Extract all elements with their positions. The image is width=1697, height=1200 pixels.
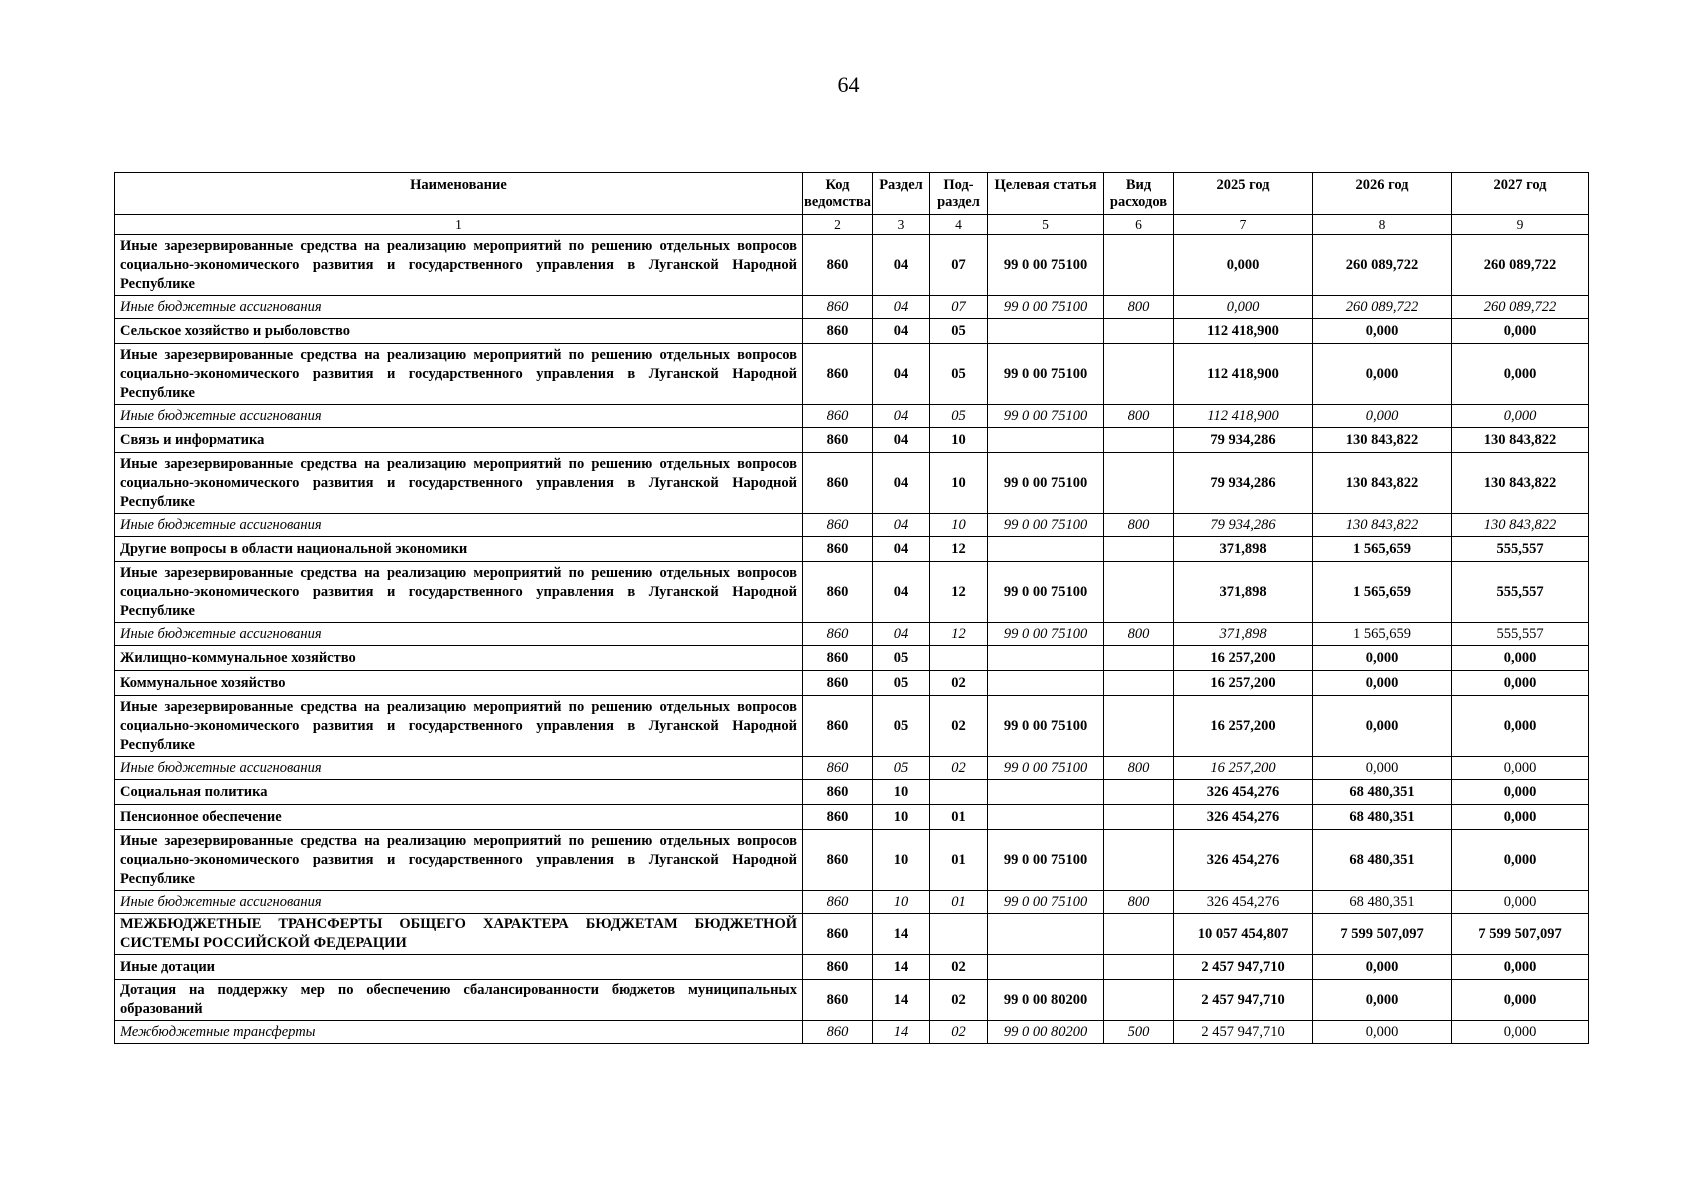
row-dept-code: 860 <box>803 757 873 780</box>
row-name: Иные бюджетные ассигнования <box>115 757 803 780</box>
table-row <box>115 696 1589 757</box>
row-expense-type <box>1104 980 1174 1021</box>
row-subsection <box>930 780 988 805</box>
row-name: Иные зарезервированные средства на реализацию мероприятий по решению отдельных вопросов социально-экономического развития и государственного управления в Луганской Народной Республике <box>115 235 803 296</box>
row-name: Коммунальное хозяйство <box>115 671 803 696</box>
row-section: 04 <box>873 623 930 646</box>
table-body <box>115 235 1589 1044</box>
row-expense-type <box>1104 646 1174 671</box>
row-name: Иные зарезервированные средства на реализацию мероприятий по решению отдельных вопросов социально-экономического развития и государственного управления в Луганской Народной Республике <box>115 562 803 623</box>
row-target-article: 99 0 00 75100 <box>988 296 1104 319</box>
row-subsection: 10 <box>930 514 988 537</box>
row-section: 04 <box>873 296 930 319</box>
row-amount-2026: 0,000 <box>1313 344 1452 405</box>
column-number: 2 <box>803 215 873 235</box>
row-target-article: 99 0 00 75100 <box>988 453 1104 514</box>
table-row <box>115 428 1589 453</box>
row-amount-2025: 326 454,276 <box>1174 891 1313 914</box>
row-subsection: 10 <box>930 453 988 514</box>
row-name: Сельское хозяйство и рыболовство <box>115 319 803 344</box>
row-expense-type: 800 <box>1104 296 1174 319</box>
row-amount-2027: 0,000 <box>1452 830 1589 891</box>
row-dept-code: 860 <box>803 830 873 891</box>
row-expense-type <box>1104 671 1174 696</box>
row-expense-type <box>1104 453 1174 514</box>
row-amount-2026: 0,000 <box>1313 671 1452 696</box>
row-dept-code: 860 <box>803 955 873 980</box>
row-dept-code: 860 <box>803 235 873 296</box>
row-section: 14 <box>873 980 930 1021</box>
header-row <box>115 173 1589 215</box>
row-name: Иные дотации <box>115 955 803 980</box>
row-dept-code: 860 <box>803 914 873 955</box>
row-amount-2026: 260 089,722 <box>1313 235 1452 296</box>
table-row <box>115 891 1589 914</box>
row-expense-type: 800 <box>1104 891 1174 914</box>
table-row <box>115 453 1589 514</box>
row-dept-code: 860 <box>803 514 873 537</box>
row-name: Пенсионное обеспечение <box>115 805 803 830</box>
header-expense-type <box>1104 173 1174 215</box>
row-amount-2026: 130 843,822 <box>1313 514 1452 537</box>
row-expense-type: 800 <box>1104 405 1174 428</box>
row-name: Другие вопросы в области национальной экономики <box>115 537 803 562</box>
row-amount-2026: 0,000 <box>1313 757 1452 780</box>
row-target-article <box>988 805 1104 830</box>
table-row <box>115 296 1589 319</box>
row-dept-code: 860 <box>803 1021 873 1044</box>
row-subsection: 02 <box>930 671 988 696</box>
row-section: 14 <box>873 914 930 955</box>
row-amount-2026: 0,000 <box>1313 696 1452 757</box>
table-row <box>115 980 1589 1021</box>
row-subsection: 02 <box>930 980 988 1021</box>
row-name: Иные зарезервированные средства на реализацию мероприятий по решению отдельных вопросов социально-экономического развития и государственного управления в Луганской Народной Республике <box>115 344 803 405</box>
row-amount-2026: 0,000 <box>1313 955 1452 980</box>
row-dept-code: 860 <box>803 780 873 805</box>
row-amount-2025: 79 934,286 <box>1174 453 1313 514</box>
row-expense-type <box>1104 428 1174 453</box>
row-amount-2026: 260 089,722 <box>1313 296 1452 319</box>
row-amount-2027: 555,557 <box>1452 623 1589 646</box>
row-section: 05 <box>873 671 930 696</box>
table-row <box>115 805 1589 830</box>
row-section: 04 <box>873 344 930 405</box>
row-subsection: 02 <box>930 757 988 780</box>
table-row <box>115 537 1589 562</box>
table-row <box>115 757 1589 780</box>
row-amount-2026: 0,000 <box>1313 646 1452 671</box>
row-name: Иные бюджетные ассигнования <box>115 296 803 319</box>
row-dept-code: 860 <box>803 696 873 757</box>
row-dept-code: 860 <box>803 428 873 453</box>
row-section: 05 <box>873 757 930 780</box>
header-dept-code-text: Код ведомства <box>804 177 871 210</box>
row-name: Иные бюджетные ассигнования <box>115 623 803 646</box>
row-name: МЕЖБЮДЖЕТНЫЕ ТРАНСФЕРТЫ ОБЩЕГО ХАРАКТЕРА БЮДЖЕТАМ БЮДЖЕТНОЙ СИСТЕМЫ РОССИЙСКОЙ ФЕДЕРАЦИИ <box>115 914 803 955</box>
row-target-article: 99 0 00 75100 <box>988 623 1104 646</box>
table-row <box>115 914 1589 955</box>
row-expense-type: 800 <box>1104 623 1174 646</box>
row-name: Жилищно-коммунальное хозяйство <box>115 646 803 671</box>
row-expense-type <box>1104 830 1174 891</box>
row-amount-2025: 10 057 454,807 <box>1174 914 1313 955</box>
row-subsection: 01 <box>930 891 988 914</box>
row-dept-code: 860 <box>803 344 873 405</box>
row-expense-type <box>1104 696 1174 757</box>
row-name: Иные бюджетные ассигнования <box>115 405 803 428</box>
table-row <box>115 514 1589 537</box>
row-target-article <box>988 537 1104 562</box>
row-amount-2027: 0,000 <box>1452 757 1589 780</box>
row-section: 05 <box>873 696 930 757</box>
row-amount-2026: 1 565,659 <box>1313 562 1452 623</box>
row-subsection: 02 <box>930 696 988 757</box>
row-amount-2027: 0,000 <box>1452 344 1589 405</box>
row-target-article: 99 0 00 80200 <box>988 1021 1104 1044</box>
column-number: 6 <box>1104 215 1174 235</box>
row-dept-code: 860 <box>803 319 873 344</box>
row-target-article: 99 0 00 75100 <box>988 344 1104 405</box>
row-amount-2026: 68 480,351 <box>1313 805 1452 830</box>
row-amount-2027: 260 089,722 <box>1452 296 1589 319</box>
row-amount-2026: 130 843,822 <box>1313 428 1452 453</box>
row-target-article <box>988 955 1104 980</box>
row-name: Иные зарезервированные средства на реализацию мероприятий по решению отдельных вопросов социально-экономического развития и государственного управления в Луганской Народной Республике <box>115 453 803 514</box>
column-number: 7 <box>1174 215 1313 235</box>
row-amount-2025: 2 457 947,710 <box>1174 980 1313 1021</box>
row-amount-2027: 555,557 <box>1452 562 1589 623</box>
column-number: 4 <box>930 215 988 235</box>
row-target-article: 99 0 00 75100 <box>988 405 1104 428</box>
row-expense-type: 800 <box>1104 514 1174 537</box>
row-dept-code: 860 <box>803 453 873 514</box>
row-dept-code: 860 <box>803 671 873 696</box>
page-number: 64 <box>837 72 860 97</box>
row-amount-2026: 0,000 <box>1313 405 1452 428</box>
row-target-article: 99 0 00 75100 <box>988 830 1104 891</box>
row-section: 04 <box>873 537 930 562</box>
table-row <box>115 344 1589 405</box>
row-target-article: 99 0 00 75100 <box>988 514 1104 537</box>
row-target-article <box>988 671 1104 696</box>
row-amount-2025: 2 457 947,710 <box>1174 955 1313 980</box>
row-amount-2027: 260 089,722 <box>1452 235 1589 296</box>
row-amount-2025: 112 418,900 <box>1174 319 1313 344</box>
column-number: 5 <box>988 215 1104 235</box>
row-amount-2025: 79 934,286 <box>1174 428 1313 453</box>
row-amount-2027: 130 843,822 <box>1452 453 1589 514</box>
row-amount-2025: 79 934,286 <box>1174 514 1313 537</box>
row-section: 04 <box>873 319 930 344</box>
row-name: Связь и информатика <box>115 428 803 453</box>
row-subsection: 02 <box>930 1021 988 1044</box>
row-section: 10 <box>873 780 930 805</box>
row-amount-2026: 0,000 <box>1313 980 1452 1021</box>
row-subsection: 07 <box>930 296 988 319</box>
row-expense-type <box>1104 537 1174 562</box>
row-amount-2027: 130 843,822 <box>1452 514 1589 537</box>
row-amount-2026: 68 480,351 <box>1313 830 1452 891</box>
row-amount-2027: 0,000 <box>1452 671 1589 696</box>
row-amount-2026: 130 843,822 <box>1313 453 1452 514</box>
row-amount-2025: 0,000 <box>1174 296 1313 319</box>
budget-table <box>114 172 1589 1044</box>
row-amount-2025: 371,898 <box>1174 623 1313 646</box>
row-amount-2025: 0,000 <box>1174 235 1313 296</box>
row-expense-type <box>1104 914 1174 955</box>
row-dept-code: 860 <box>803 623 873 646</box>
row-amount-2027: 0,000 <box>1452 696 1589 757</box>
row-expense-type <box>1104 805 1174 830</box>
row-section: 04 <box>873 514 930 537</box>
row-target-article: 99 0 00 75100 <box>988 891 1104 914</box>
row-expense-type: 800 <box>1104 757 1174 780</box>
header-target-article: Целевая статья <box>988 173 1104 215</box>
row-dept-code: 860 <box>803 646 873 671</box>
row-amount-2026: 68 480,351 <box>1313 780 1452 805</box>
row-target-article <box>988 914 1104 955</box>
row-amount-2026: 7 599 507,097 <box>1313 914 1452 955</box>
column-number: 3 <box>873 215 930 235</box>
row-amount-2025: 326 454,276 <box>1174 830 1313 891</box>
row-section: 14 <box>873 1021 930 1044</box>
row-section: 10 <box>873 805 930 830</box>
row-amount-2027: 0,000 <box>1452 1021 1589 1044</box>
row-expense-type <box>1104 344 1174 405</box>
row-amount-2025: 2 457 947,710 <box>1174 1021 1313 1044</box>
row-amount-2025: 326 454,276 <box>1174 805 1313 830</box>
row-subsection: 05 <box>930 344 988 405</box>
row-subsection: 12 <box>930 562 988 623</box>
row-amount-2027: 130 843,822 <box>1452 428 1589 453</box>
header-section: Раздел <box>873 173 930 215</box>
row-expense-type <box>1104 562 1174 623</box>
table-row <box>115 830 1589 891</box>
row-amount-2025: 16 257,200 <box>1174 757 1313 780</box>
row-expense-type <box>1104 319 1174 344</box>
row-amount-2027: 0,000 <box>1452 891 1589 914</box>
row-target-article <box>988 319 1104 344</box>
row-amount-2025: 112 418,900 <box>1174 344 1313 405</box>
row-dept-code: 860 <box>803 891 873 914</box>
row-subsection: 10 <box>930 428 988 453</box>
row-dept-code: 860 <box>803 405 873 428</box>
row-section: 14 <box>873 955 930 980</box>
header-2027: 2027 год <box>1452 173 1589 215</box>
row-section: 04 <box>873 562 930 623</box>
table-row <box>115 780 1589 805</box>
row-name: Иные бюджетные ассигнования <box>115 891 803 914</box>
row-amount-2025: 16 257,200 <box>1174 696 1313 757</box>
table-row <box>115 319 1589 344</box>
row-subsection: 07 <box>930 235 988 296</box>
row-dept-code: 860 <box>803 562 873 623</box>
row-amount-2025: 16 257,200 <box>1174 671 1313 696</box>
column-number: 8 <box>1313 215 1452 235</box>
table-row <box>115 562 1589 623</box>
header-2026: 2026 год <box>1313 173 1452 215</box>
row-amount-2027: 0,000 <box>1452 646 1589 671</box>
row-target-article: 99 0 00 75100 <box>988 235 1104 296</box>
row-target-article <box>988 780 1104 805</box>
row-dept-code: 860 <box>803 805 873 830</box>
row-section: 04 <box>873 453 930 514</box>
row-amount-2027: 0,000 <box>1452 780 1589 805</box>
row-target-article <box>988 428 1104 453</box>
row-subsection: 12 <box>930 537 988 562</box>
header-expense-type-text: Вид расходов <box>1109 177 1168 210</box>
row-amount-2025: 326 454,276 <box>1174 780 1313 805</box>
row-subsection: 01 <box>930 805 988 830</box>
table-row <box>115 1021 1589 1044</box>
column-number: 1 <box>115 215 803 235</box>
row-amount-2027: 555,557 <box>1452 537 1589 562</box>
row-amount-2027: 0,000 <box>1452 319 1589 344</box>
header-dept-code <box>803 173 873 215</box>
row-amount-2026: 0,000 <box>1313 1021 1452 1044</box>
row-subsection <box>930 646 988 671</box>
row-target-article: 99 0 00 75100 <box>988 696 1104 757</box>
row-name: Иные зарезервированные средства на реализацию мероприятий по решению отдельных вопросов социально-экономического развития и государственного управления в Луганской Народной Республике <box>115 830 803 891</box>
row-amount-2025: 371,898 <box>1174 537 1313 562</box>
row-amount-2026: 1 565,659 <box>1313 537 1452 562</box>
table-row <box>115 646 1589 671</box>
row-subsection: 12 <box>930 623 988 646</box>
row-target-article: 99 0 00 75100 <box>988 757 1104 780</box>
table-row <box>115 955 1589 980</box>
row-dept-code: 860 <box>803 537 873 562</box>
row-amount-2026: 68 480,351 <box>1313 891 1452 914</box>
row-section: 05 <box>873 646 930 671</box>
row-name: Межбюджетные трансферты <box>115 1021 803 1044</box>
row-expense-type <box>1104 235 1174 296</box>
header-2025: 2025 год <box>1174 173 1313 215</box>
row-amount-2025: 371,898 <box>1174 562 1313 623</box>
row-section: 10 <box>873 891 930 914</box>
table-row <box>115 405 1589 428</box>
row-amount-2027: 0,000 <box>1452 805 1589 830</box>
column-number-row <box>115 215 1589 235</box>
row-subsection <box>930 914 988 955</box>
row-amount-2027: 0,000 <box>1452 405 1589 428</box>
row-name: Дотация на поддержку мер по обеспечению сбалансированности бюджетов муниципальных образований <box>115 980 803 1021</box>
row-amount-2027: 7 599 507,097 <box>1452 914 1589 955</box>
row-section: 10 <box>873 830 930 891</box>
row-section: 04 <box>873 405 930 428</box>
row-section: 04 <box>873 428 930 453</box>
row-target-article: 99 0 00 75100 <box>988 562 1104 623</box>
row-subsection: 01 <box>930 830 988 891</box>
row-expense-type <box>1104 955 1174 980</box>
row-dept-code: 860 <box>803 296 873 319</box>
row-subsection: 05 <box>930 405 988 428</box>
table-row <box>115 235 1589 296</box>
header-name: Наименование <box>115 173 803 215</box>
row-amount-2027: 0,000 <box>1452 980 1589 1021</box>
row-target-article: 99 0 00 80200 <box>988 980 1104 1021</box>
row-section: 04 <box>873 235 930 296</box>
header-subsection: Под-раздел <box>930 173 988 215</box>
row-amount-2025: 16 257,200 <box>1174 646 1313 671</box>
row-dept-code: 860 <box>803 980 873 1021</box>
row-expense-type <box>1104 780 1174 805</box>
row-subsection: 02 <box>930 955 988 980</box>
row-expense-type: 500 <box>1104 1021 1174 1044</box>
table-row <box>115 623 1589 646</box>
row-name: Социальная политика <box>115 780 803 805</box>
column-number: 9 <box>1452 215 1589 235</box>
row-amount-2026: 1 565,659 <box>1313 623 1452 646</box>
row-amount-2026: 0,000 <box>1313 319 1452 344</box>
row-amount-2025: 112 418,900 <box>1174 405 1313 428</box>
row-subsection: 05 <box>930 319 988 344</box>
table-row <box>115 671 1589 696</box>
row-name: Иные бюджетные ассигнования <box>115 514 803 537</box>
row-amount-2027: 0,000 <box>1452 955 1589 980</box>
row-name: Иные зарезервированные средства на реализацию мероприятий по решению отдельных вопросов социально-экономического развития и государственного управления в Луганской Народной Республике <box>115 696 803 757</box>
row-target-article <box>988 646 1104 671</box>
